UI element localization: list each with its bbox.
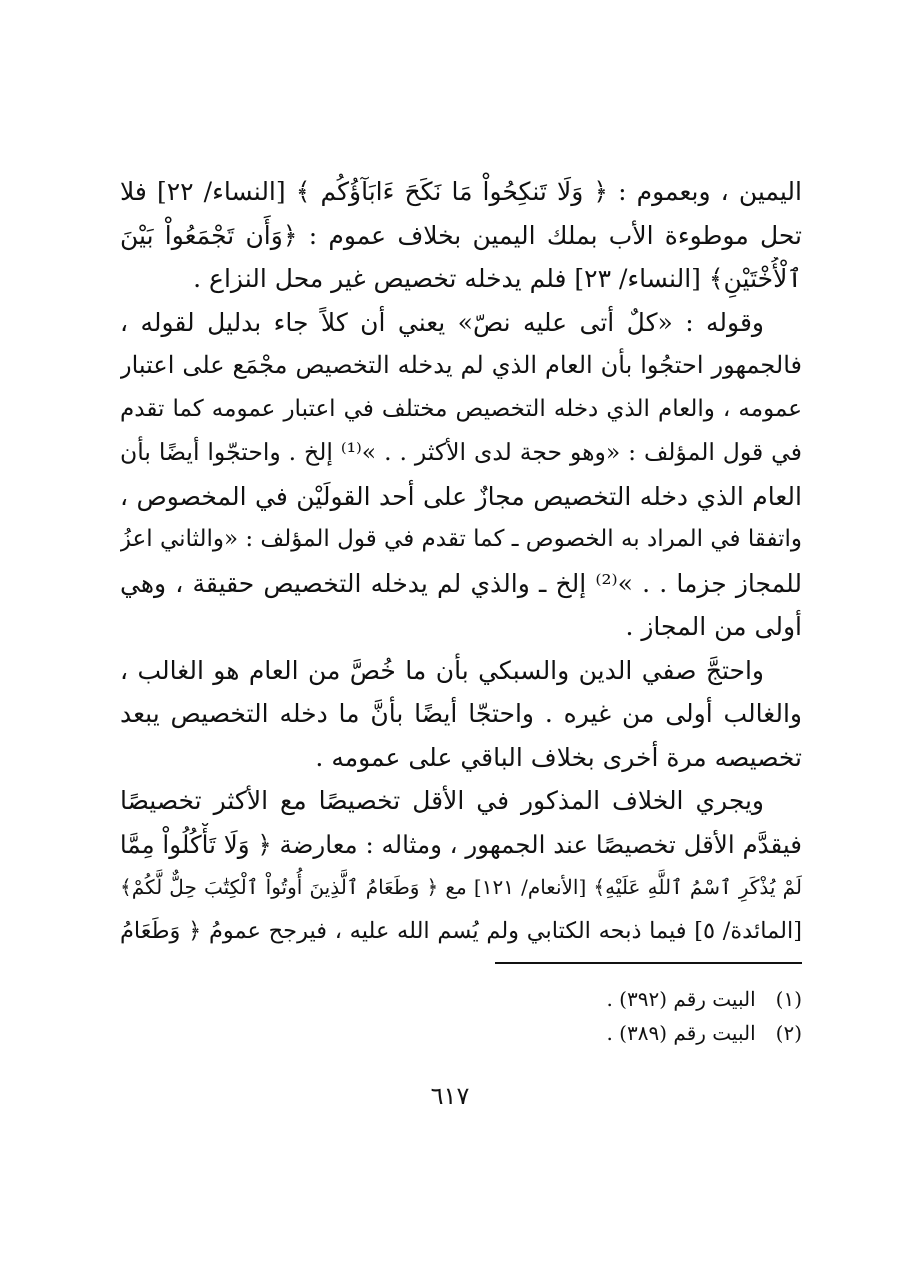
footnote-item: [400, 1016, 802, 1050]
text-line: في قول المؤلف : «وهو حجة لدى الأكثر . . »⁽¹⁾ إلخ . واحتجّوا أيضًا بأن: [120, 438, 802, 466]
text-line: العام الذي دخله التخصيص مجازٌ على أحد القولَيْن في المخصوص ،: [120, 481, 802, 511]
text-line: عمومه ، والعام الذي دخله التخصيص مختلف في اعتبار عمومه كما تقدم: [120, 395, 802, 422]
text-line: والغالب أولى من غيره . واحتجّا أيضًا بأنَّ ما دخله التخصيص يبعد: [120, 699, 802, 728]
text-line: وقوله : «كلٌ أتى عليه نصّ» يعني أن كلاً جاء بدليل لقوله ،: [120, 307, 764, 337]
text-line: ويجري الخلاف المذكور في الأقل تخصيصًا مع الأكثر تخصيصًا: [120, 786, 764, 815]
text-line: فالجمهور احتجُوا بأن العام الذي لم يدخله التخصيص مجْمَع على اعتبار: [120, 351, 802, 379]
text-line: اليمين ، وبعموم : ﴿ وَلَا تَنكِحُواْ مَا نَكَحَ ءَابَآؤُكُم ﴾ [النساء/ ٢٢] فلا: [120, 177, 802, 206]
page-number: ٦١٧: [430, 1082, 470, 1110]
text-line: فيقدَّم الأقل تخصيصًا عند الجمهور ، ومثاله : معارضة ﴿ وَلَا تَأْكُلُواْ مِمَّا: [120, 829, 802, 859]
text-line: تخصيصه مرة أخرى بخلاف الباقي على عمومه .: [315, 742, 802, 772]
footnotes-block: [400, 982, 802, 1050]
text-line: ٱلْأُخْتَيْنِ﴾ [النساء/ ٢٣] فلم يدخله تخصيص غير محل النزاع .: [193, 264, 802, 293]
footnote-number: (١): [775, 987, 802, 1011]
text-line: للمجاز جزما . . »⁽²⁾ إلخ ـ والذي لم يدخله التخصيص حقيقة ، وهي: [120, 568, 802, 598]
footnote-text: البيت رقم (٣٨٩) .: [606, 1021, 756, 1045]
text-line: تحل موطوءة الأب بملك اليمين بخلاف عموم : ﴿وَأَن تَجْمَعُواْ بَيْنَ: [120, 220, 802, 250]
text-line: أولى من المجاز .: [625, 612, 802, 641]
footnote-item: [400, 982, 802, 1016]
footnote-separator: [495, 962, 802, 964]
footnote-text: البيت رقم (٣٩٢) .: [606, 987, 756, 1011]
text-line: لَمْ يُذْكَرِ ٱسْمُ ٱللَّهِ عَلَيْهِ﴾ [الأنعام/ ١٢١] مع ﴿ وَطَعَامُ ٱلَّذِينَ أُوتُواْ ٱلْكِتَٰبَ حِلٌّ لَّكُمْ﴾: [120, 875, 802, 899]
text-line: واتفقا في المراد به الخصوص ـ كما تقدم في قول المؤلف : «والثاني اعزُ: [120, 526, 802, 552]
text-line: [المائدة/ ٥] فيما ذبحه الكتابي ولم يُسم الله عليه ، فيرجح عمومُ ﴿ وَطَعَامُ: [120, 917, 802, 944]
text-line: واحتجَّ صفي الدين والسبكي بأن ما خُصَّ من العام هو الغالب ،: [120, 655, 764, 685]
footnote-number: (٢): [775, 1021, 802, 1045]
main-text-block: [120, 170, 802, 953]
